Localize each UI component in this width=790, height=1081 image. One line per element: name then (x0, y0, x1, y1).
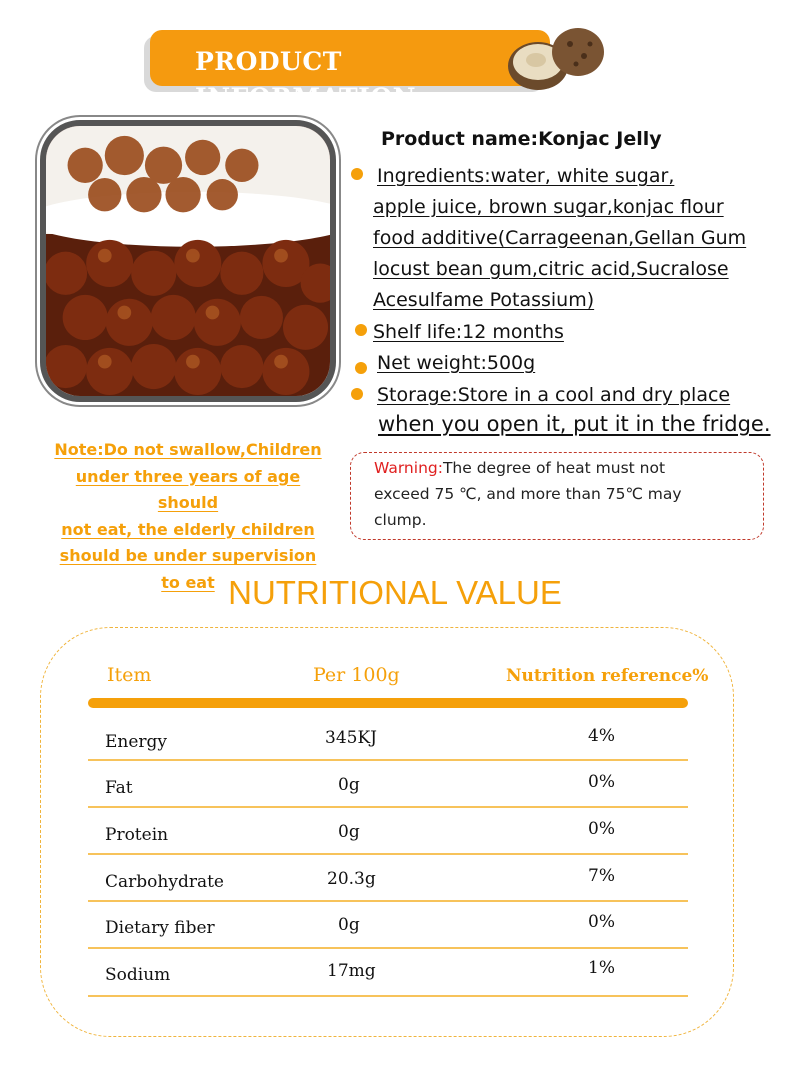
note-line: to eat (161, 572, 215, 592)
header-per-100g: Per 100g (313, 664, 400, 686)
bullet-icon (351, 388, 363, 400)
ingredients-line-4: locust bean gum,citric acid,Sucralose (373, 258, 729, 280)
note-line: should be under supervision (59, 546, 317, 565)
table-cell-reference: 0% (588, 772, 615, 792)
table-cell-value: 17mg (327, 961, 376, 981)
note-line: under three years of age should (75, 466, 301, 512)
table-cell-value: 0g (338, 915, 360, 935)
table-cell-reference: 1% (588, 958, 615, 978)
ingredients-line-5: Acesulfame Potassium) (373, 289, 595, 311)
warning-line-2: exceed 75 ℃, and more than 75℃ may (374, 485, 682, 503)
bullet-icon (355, 362, 367, 374)
table-cell-value: 0g (338, 775, 360, 795)
warning-text (374, 455, 754, 533)
ingredients-line-3: food additive(Carrageenan,Gellan Gum (373, 227, 747, 249)
table-cell-item: Protein (105, 825, 169, 845)
warning-line-1: The degree of heat must not (442, 459, 666, 477)
row-divider (88, 900, 688, 902)
header-item: Item (107, 664, 152, 686)
row-divider (88, 759, 688, 761)
table-cell-item: Dietary fiber (105, 918, 215, 938)
table-cell-reference: 0% (588, 819, 615, 839)
table-cell-reference: 7% (588, 866, 615, 886)
product-name: Product name:Konjac Jelly (381, 128, 662, 150)
table-cell-item: Carbohydrate (105, 872, 224, 892)
ingredients-line-1: Ingredients:water, white sugar, (377, 165, 675, 187)
table-cell-value: 0g (338, 822, 360, 842)
nutrition-title: NUTRITIONAL VALUE (228, 574, 562, 611)
bullet-icon (355, 324, 367, 336)
note-line: not eat, the elderly children (61, 519, 315, 539)
header-divider-bar (88, 698, 688, 708)
storage-line-2: when you open it, put it in the fridge. (378, 412, 771, 436)
row-divider (88, 806, 688, 808)
row-divider (88, 995, 688, 997)
page-title: PRODUCT INFORMATION (195, 47, 416, 112)
warning-line-3: clump. (374, 511, 427, 529)
row-divider (88, 947, 688, 949)
net-weight: Net weight:500g (377, 352, 536, 374)
shelf-life: Shelf life:12 months (373, 321, 564, 343)
note-line: Note:Do not swallow,Children (54, 440, 322, 459)
table-cell-reference: 0% (588, 912, 615, 932)
header-nutrition-reference: Nutrition reference% (506, 666, 709, 686)
table-cell-value: 345KJ (325, 728, 377, 748)
note-text (50, 437, 326, 596)
product-photo (40, 120, 336, 402)
table-cell-item: Energy (105, 732, 168, 752)
warning-label: Warning: (374, 459, 443, 477)
table-cell-item: Fat (105, 778, 133, 798)
table-cell-value: 20.3g (327, 869, 376, 889)
ingredients-line-2: apple juice, brown sugar,konjac flour (373, 196, 724, 218)
table-cell-reference: 4% (588, 726, 615, 746)
bullet-icon (351, 168, 363, 180)
storage-line-1: Storage:Store in a cool and dry place (377, 384, 731, 406)
konjac-fruit-image (500, 22, 610, 97)
table-cell-item: Sodium (105, 965, 171, 985)
row-divider (88, 853, 688, 855)
